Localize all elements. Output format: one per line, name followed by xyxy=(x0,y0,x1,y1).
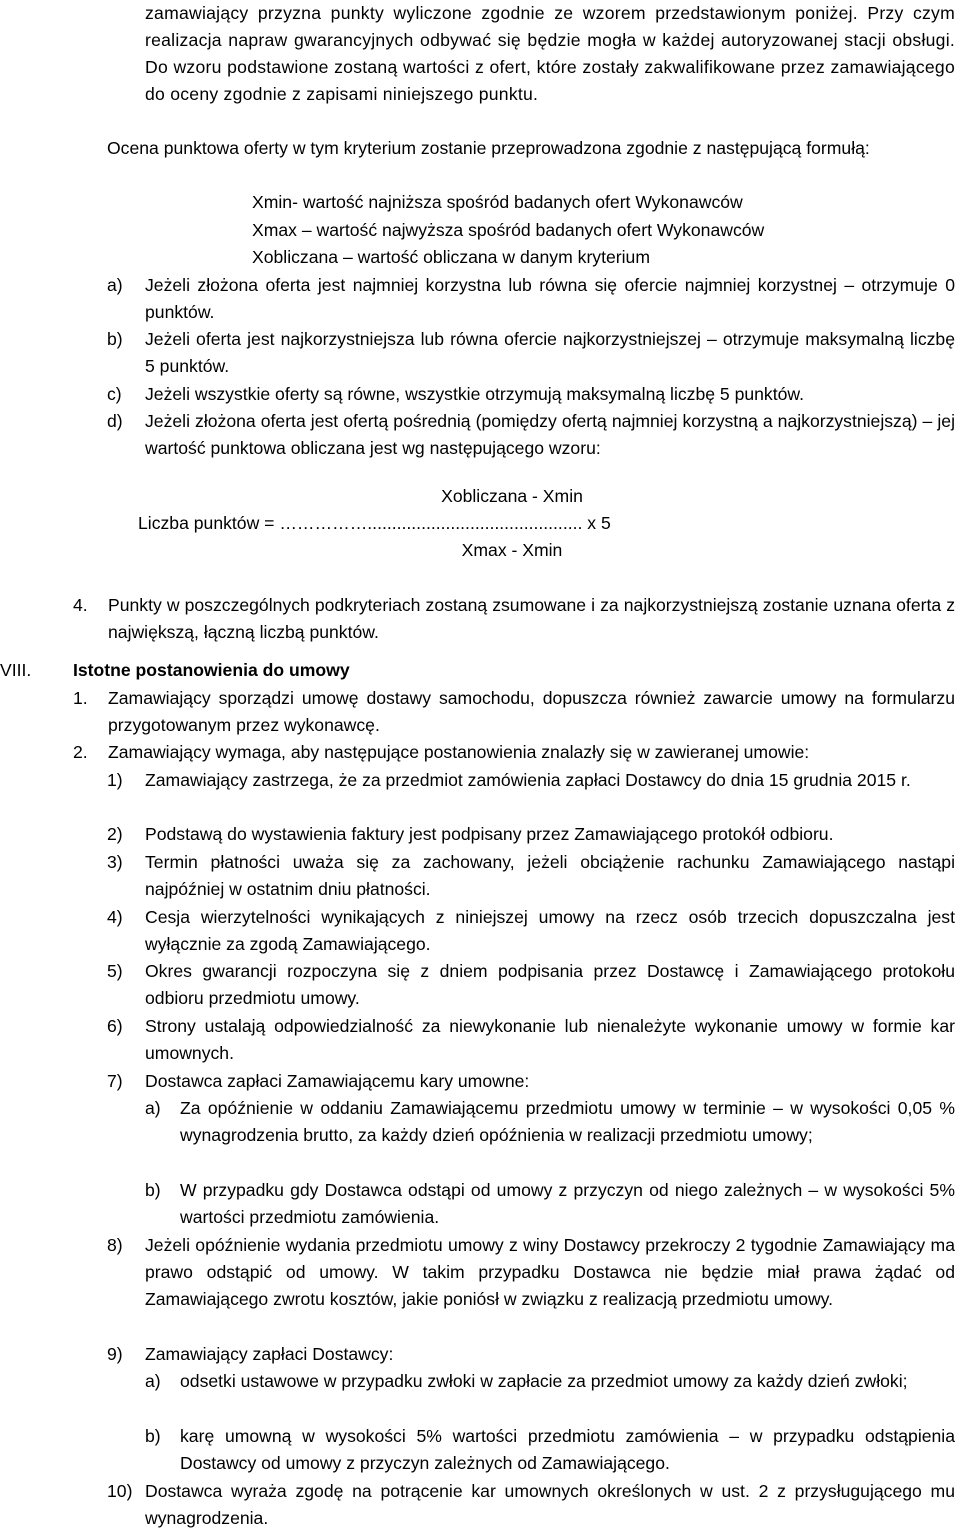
penalty-a-text: Za opóźnienie w oddaniu Zamawiającemu przedmiotu umowy w terminie – w wysokości 0,05 % wynagrodzenia brutto, za każdy dzień opóźnienia w realizacji przedmiotu umowy; xyxy=(180,1098,955,1145)
subitem-6-text: Strony ustalają odpowiedzialność za niewykonanie lub nienależyte wykonanie umowy w formie kar umownych. xyxy=(145,1016,955,1063)
formula-intro-text: Ocena punktowa oferty w tym kryterium zostanie przeprowadzona zgodnie z następującą formułą: xyxy=(107,138,870,158)
subitem-8-text: Jeżeli opóźnienie wydania przedmiotu umowy z winy Dostawcy przekroczy 2 tygodnie Zamawiający ma prawo odstąpić od umowy. W takim przypadku Dostawca nie będzie miał prawa żądać od Zamawiającego zwrotu kosztów, jakie poniósł w związku z realizacją przedmiotu umowy. xyxy=(145,1235,955,1309)
rule-a-label: a) xyxy=(107,275,123,295)
rule-c-label: c) xyxy=(107,384,122,404)
intro-paragraph xyxy=(145,0,955,108)
subitem-7-label: 7) xyxy=(107,1071,123,1091)
subitem-2-text: Podstawą do wystawienia faktury jest podpisany przez Zamawiającego protokół odbioru. xyxy=(145,824,834,844)
subitem-1-label: 1) xyxy=(107,770,123,790)
payment-b-text: karę umowną w wysokości 5% wartości przedmiotu zamówienia – w przypadku odstąpienia Dostawcy od umowy z przyczyn zależnych od Zamawiającego. xyxy=(180,1426,955,1473)
subitem-10-label: 10) xyxy=(107,1481,133,1501)
definition-xmin: Xmin- wartość najniższa spośród badanych ofert Wykonawców xyxy=(252,192,743,212)
subitem-9-label: 9) xyxy=(107,1344,123,1364)
rule-a-text: Jeżeli złożona oferta jest najmniej korzystna lub równa się ofercie najmniej korzystnej – otrzymuje 0 punktów. xyxy=(145,275,955,322)
subitem-2-label: 2) xyxy=(107,824,123,844)
subitem-4-label: 4) xyxy=(107,907,123,927)
subitem-10-text: Dostawca wyraża zgodę na potrącenie kar umownych określonych w ust. 2 z przysługującego mu wynagrodzenia. xyxy=(145,1481,955,1528)
payment-a-label: a) xyxy=(145,1371,161,1391)
subitem-7-text: Dostawca zapłaci Zamawiającemu kary umowne: xyxy=(145,1071,530,1091)
point-4-text: Punkty w poszczególnych podkryteriach zostaną zsumowane i za najkorzystniejszą zostanie uznana oferta z największą, łączną liczbą punktów. xyxy=(108,595,955,642)
rule-c-text: Jeżeli wszystkie oferty są równe, wszystkie otrzymują maksymalną liczbę 5 punktów. xyxy=(145,384,805,404)
formula-numerator: Xobliczana - Xmin xyxy=(441,486,583,506)
item-2-text: Zamawiający wymaga, aby następujące postanowienia znalazły się w zawieranej umowie: xyxy=(108,742,810,762)
point-4-label: 4. xyxy=(73,595,88,615)
subitem-4-text: Cesja wierzytelności wynikających z niniejszej umowy na rzecz osób trzecich dopuszczalna jest wyłącznie za zgodą Zamawiającego. xyxy=(145,907,955,954)
subitem-6-label: 6) xyxy=(107,1016,123,1036)
payment-b-label: b) xyxy=(145,1426,161,1446)
subitem-5-label: 5) xyxy=(107,961,123,981)
rule-d-label: d) xyxy=(107,411,123,431)
penalty-b-label: b) xyxy=(145,1180,161,1200)
subitem-3-text: Termin płatności uważa się za zachowany, jeżeli obciążenie rachunku Zamawiającego nastąpi najpóźniej w ostatnim dniu płatności. xyxy=(145,852,955,899)
item-1-label: 1. xyxy=(73,688,88,708)
penalty-a-label: a) xyxy=(145,1098,161,1118)
payment-a-text: odsetki ustawowe w przypadku zwłoki w zapłacie za przedmiot umowy za każdy dzień zwłoki; xyxy=(180,1371,908,1391)
rule-b-label: b) xyxy=(107,329,123,349)
formula-line: Liczba punktów = ……………............................................ x 5 xyxy=(138,513,611,533)
penalty-b-text: W przypadku gdy Dostawca odstąpi od umowy z przyczyn od niego zależnych – w wysokości 5% wartości przedmiotu zamówienia. xyxy=(180,1180,955,1227)
item-1-text: Zamawiający sporządzi umowę dostawy samochodu, dopuszcza również zawarcie umowy na formularzu przygotowanym przez wykonawcę. xyxy=(108,688,955,735)
definition-xmax: Xmax – wartość najwyższa spośród badanych ofert Wykonawców xyxy=(252,220,765,240)
formula-intro xyxy=(107,135,955,162)
definition-xobliczana: Xobliczana – wartość obliczana w danym kryterium xyxy=(252,247,650,267)
item-2-label: 2. xyxy=(73,742,88,762)
intro-paragraph-text: zamawiający przyzna punkty wyliczone zgodnie ze wzorem przedstawionym poniżej. Przy czym realizacja napraw gwarancyjnych odbywać się będzie mogła w każdej autoryzowanej stacji obsługi. Do wzoru podstawione zostaną wartości z ofert, które zostały zakwalifikowane przez zamawiającego do oceny zgodnie z zapisami niniejszego punktu. xyxy=(145,3,955,104)
subitem-5-text: Okres gwarancji rozpoczyna się z dniem podpisania przez Dostawcę i Zamawiającego protokołu odbioru przedmiotu umowy. xyxy=(145,961,955,1008)
section-title: Istotne postanowienia do umowy xyxy=(73,660,350,680)
formula-denominator: Xmax - Xmin xyxy=(461,540,563,560)
subitem-1-text: Zamawiający zastrzega, że za przedmiot zamówienia zapłaci Dostawcy do dnia 15 grudnia 2015 r. xyxy=(145,770,911,790)
rule-d-text: Jeżeli złożona oferta jest ofertą pośrednią (pomiędzy ofertą najmniej korzystną a najkorzystniejszą) – jej wartość punktowa obliczana jest wg następującego wzoru: xyxy=(145,411,955,458)
section-number: VIII. xyxy=(0,660,32,680)
subitem-3-label: 3) xyxy=(107,852,123,872)
subitem-8-label: 8) xyxy=(107,1235,123,1255)
rule-b-text: Jeżeli oferta jest najkorzystniejsza lub równa ofercie najkorzystniejszej – otrzymuje maksymalną liczbę 5 punktów. xyxy=(145,329,955,376)
subitem-9-text: Zamawiający zapłaci Dostawcy: xyxy=(145,1344,394,1364)
